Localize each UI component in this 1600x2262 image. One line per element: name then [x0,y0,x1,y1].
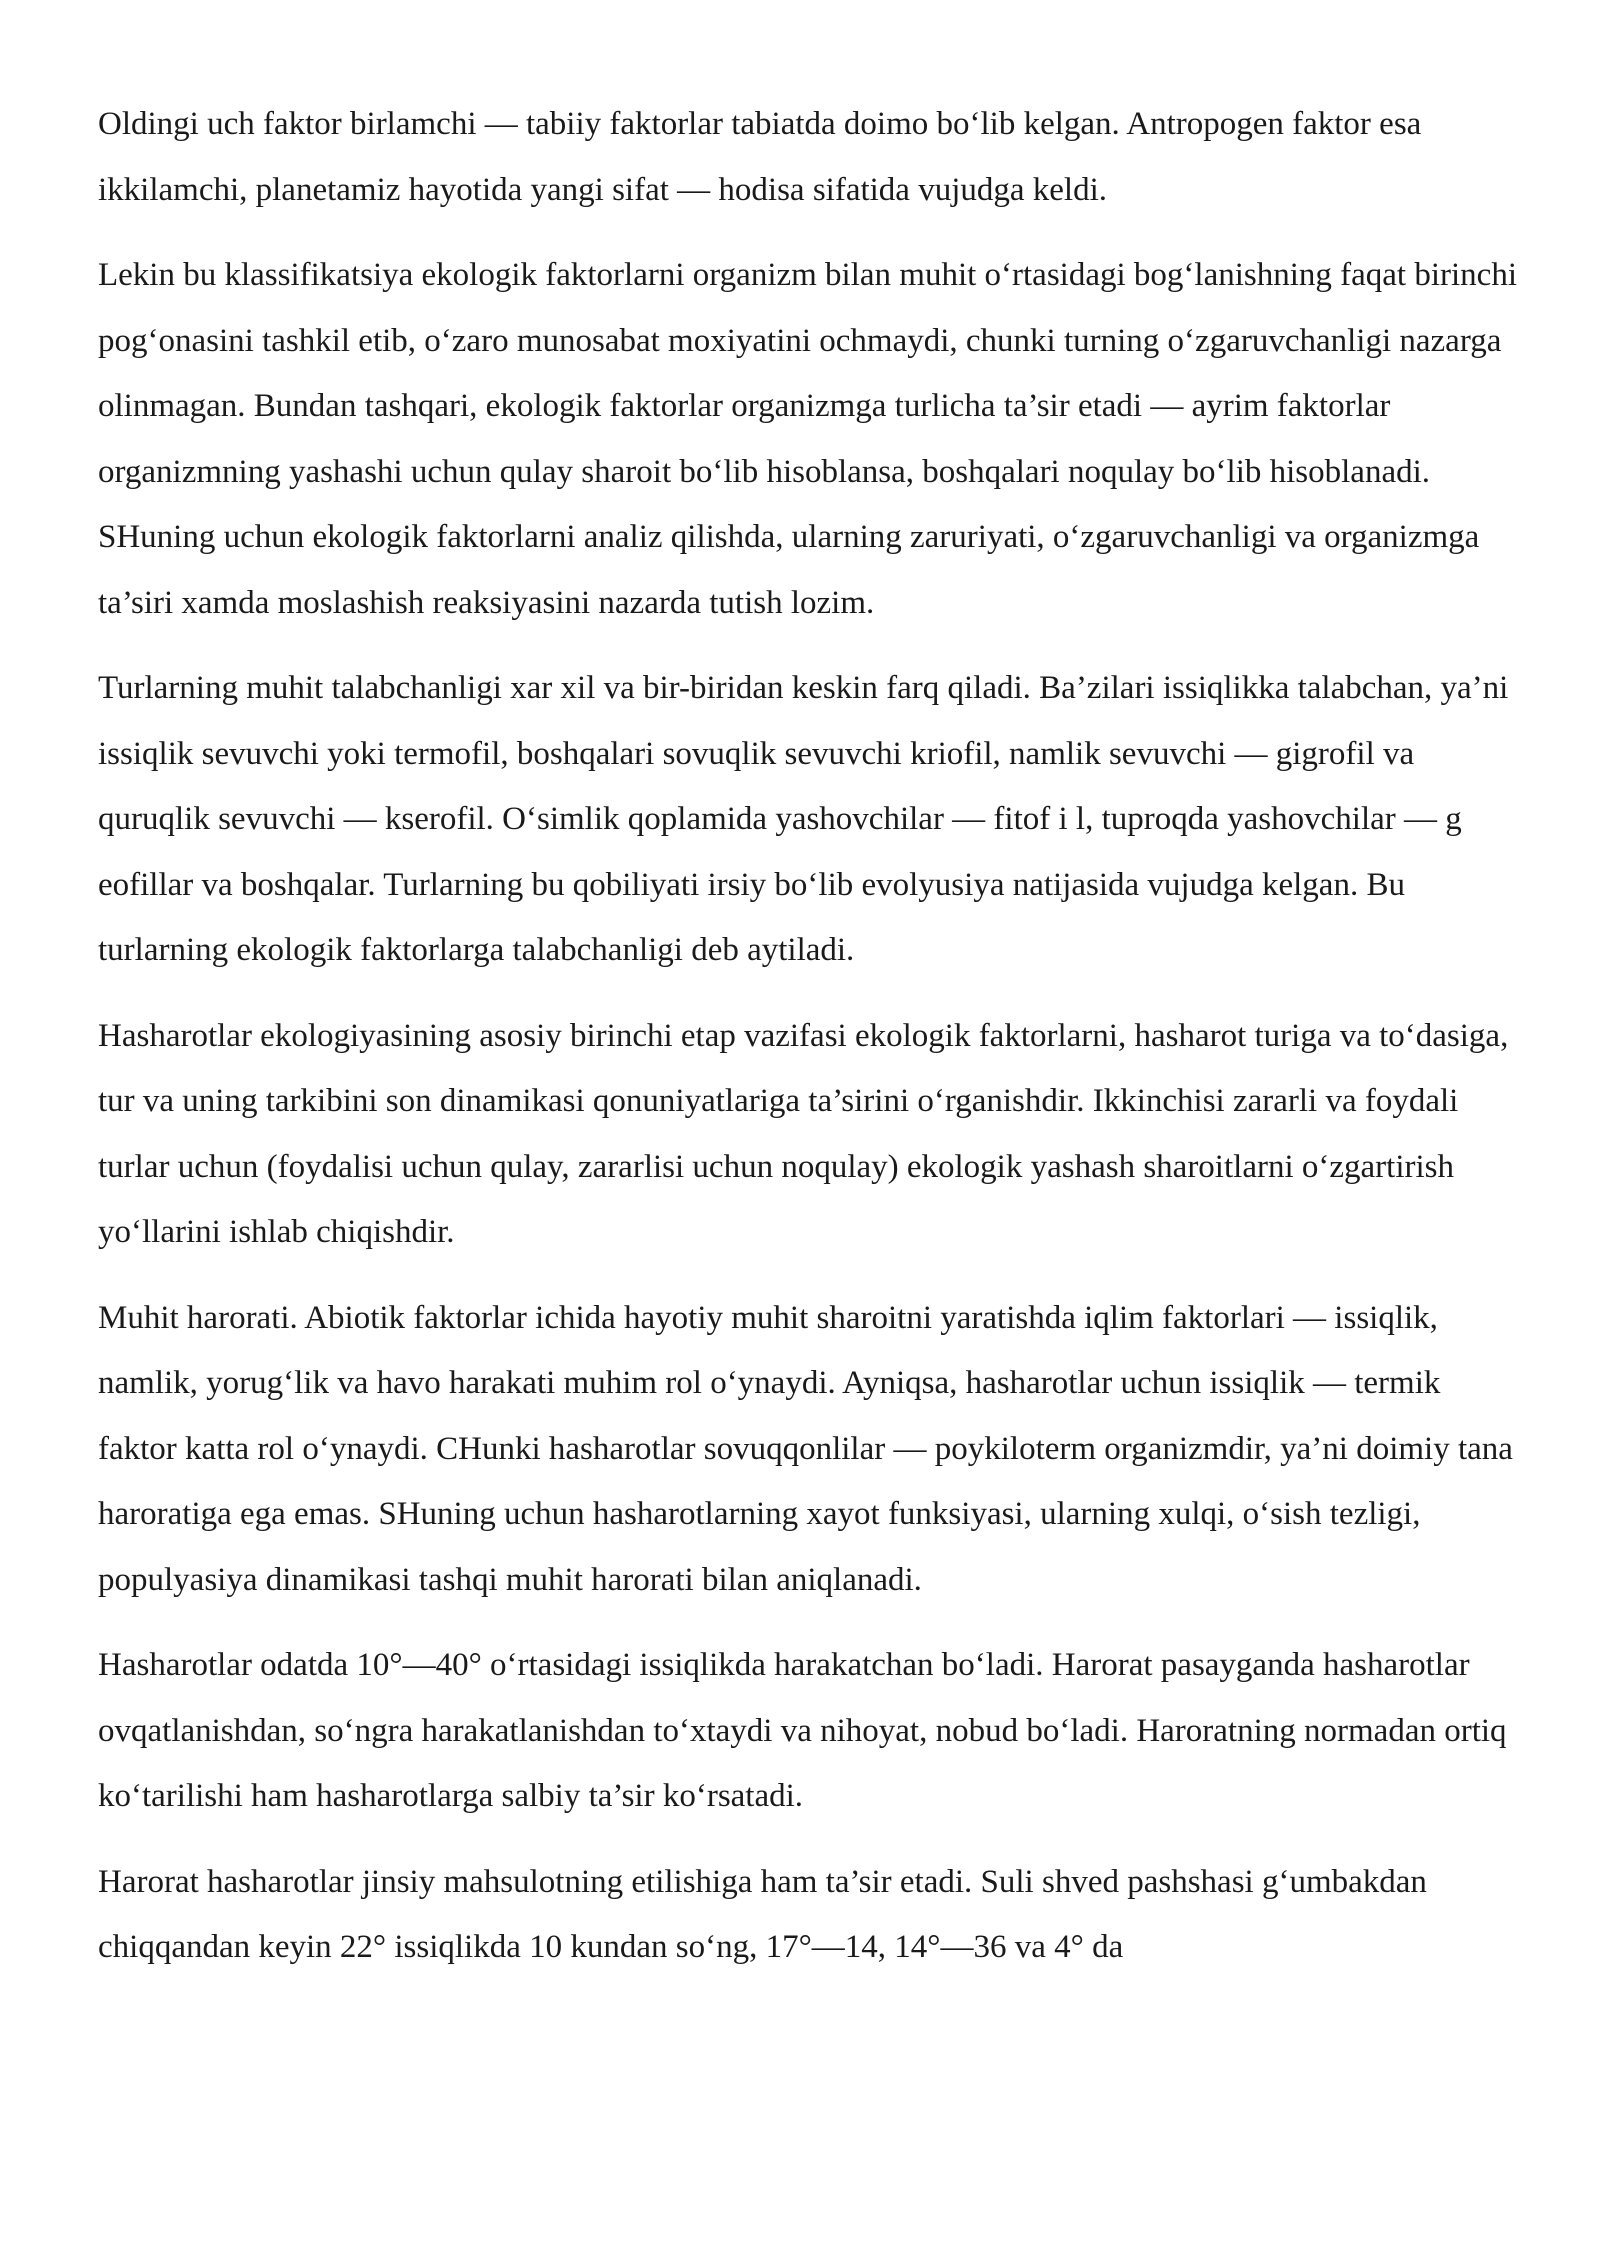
document-page [98,92,1522,2001]
paragraph-antropogen-faktor: Oldingi uch faktor birlamchi — tabiiy faktorlar tabiatda doimo bo‘lib kelgan. Antropogen faktor esa ikkilamchi, planetamiz hayotida yangi sifat — hodisa sifatida vujudga keldi. [98,106,1422,208]
paragraph-turlar-talabchanligi: Turlarning muhit talabchanligi xar xil va bir-biridan keskin farq qiladi. Ba’zilari issiqlikka talabchan, ya’ni issiqlik sevuvchi yoki termofil, boshqalari sovuqlik sevuvchi kriofil, namlik sevuvchi — gigrofil va quruqlik sevuvchi — kserofil. O‘simlik qoplamida yashovchilar — fitof i l, tuproqda yashovchilar — g eofillar va boshqalar. Turlarning bu qobiliyati irsiy bo‘lib evolyusiya natijasida vujudga kelgan. Bu turlarning ekologik faktorlarga talabchanligi deb aytiladi. [98,670,1509,968]
paragraph-klassifikatsiya: Lekin bu klassifikatsiya ekologik faktorlarni organizm bilan muhit o‘rtasidagi bog‘lanishning faqat birinchi pog‘onasini tashkil etib, o‘zaro munosabat moxiyatini ochmaydi, chunki turning o‘zgaruvchanligi nazarga olinmagan. Bundan tashqari, ekologik faktorlar organizmga turlicha ta’sir etadi — ayrim faktorlar organizmning yashashi uchun qulay sharoit bo‘lib hisoblansa, boshqalari noqulay bo‘lib hisoblanadi. SHuning uchun ekologik faktorlarni analiz qilishda, ularning zaruriyati, o‘zgaruvchanligi va organizmga ta’siri xamda moslashish reaksiyasini nazarda tutish lozim. [98,257,1517,621]
paragraph-muhit-harorati: Muhit harorati. Abiotik faktorlar ichida hayotiy muhit sharoitni yaratishda iqlim faktorlari — issiqlik, namlik, yorug‘lik va havo harakati muhim rol o‘ynaydi. Ayniqsa, hasharotlar uchun issiqlik — termik faktor katta rol o‘ynaydi. CHunki hasharotlar sovuqqonlilar — poykiloterm organizmdir, ya’ni doimiy tana haroratiga ega emas. SHuning uchun hasharotlarning xayot funksiyasi, ularning xulqi, o‘sish tezligi, populyasiya dinamikasi tashqi muhit harorati bilan aniqlanadi. [98,1299,1513,1598]
paragraph-harakatchanlik: Hasharotlar odatda 10°—40° o‘rtasidagi issiqlikda harakatchan bo‘ladi. Harorat pasayganda hasharotlar ovqatlanishdan, so‘ngra harakatlanishdan to‘xtaydi va nihoyat, nobud bo‘ladi. Haroratning normadan ortiq ko‘tarilishi ham hasharotlarga salbiy ta’sir ko‘rsatadi. [98,1647,1507,1814]
paragraph-jinsiy-mahsulot: Harorat hasharotlar jinsiy mahsulotning etilishiga ham ta’sir etadi. Suli shved pashshasi g‘umbakdan chiqqandan keyin 22° issiqlikda 10 kundan so‘ng, 17°—14, 14°—36 va 4° da [98,1863,1427,1965]
paragraph-hasharotlar-ekologiyasi: Hasharotlar ekologiyasining asosiy birinchi etap vazifasi ekologik faktorlarni, hasharot turiga va to‘dasiga, tur va uning tarkibini son dinamikasi qonuniyatlariga ta’sirini o‘rganishdir. Ikkinchisi zararli va foydali turlar uchun (foydalisi uchun qulay, zararlisi uchun noqulay) ekologik yashash sharoitlarni o‘zgartirish yo‘llarini ishlab chiqishdir. [98,1017,1509,1250]
